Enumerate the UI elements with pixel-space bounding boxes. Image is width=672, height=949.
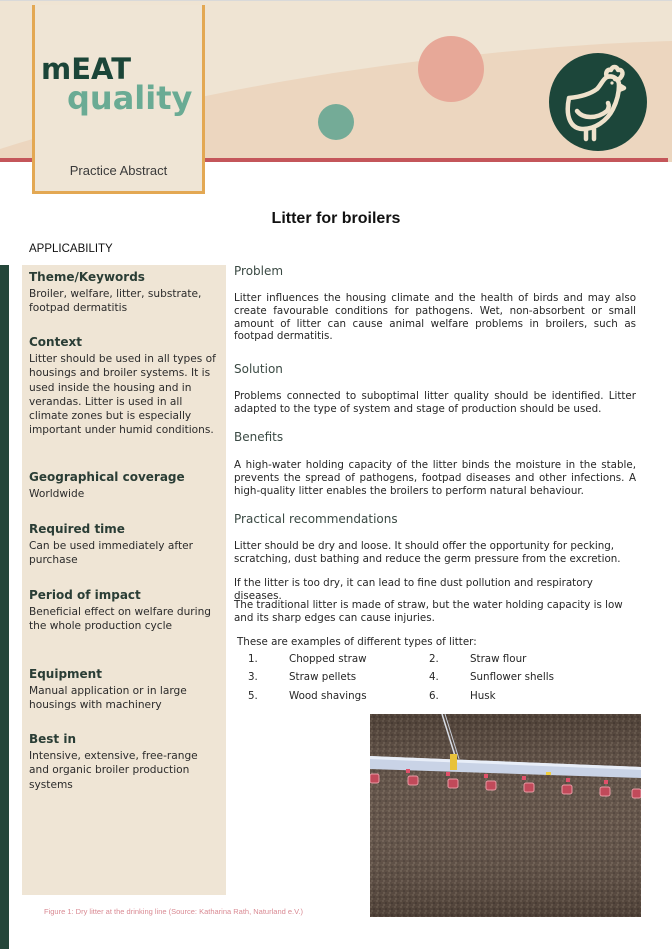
list-number: 3. xyxy=(248,671,258,683)
list-number: 5. xyxy=(248,690,258,702)
list-number: 2. xyxy=(429,653,439,665)
recommendation-paragraph: Litter should be dry and loose. It should offer the opportunity for pecking, scratching, dust bathing and reduce the germ pressure from the excretion. xyxy=(234,540,621,565)
chicken-icon xyxy=(549,53,647,151)
litter-photo-illustration xyxy=(370,714,641,917)
logo-box xyxy=(32,5,205,194)
list-label: Sunflower shells xyxy=(470,671,554,683)
page-title: Litter for broilers xyxy=(271,210,401,227)
list-label: Straw flour xyxy=(470,653,527,665)
applicability-label: APPLICABILITY xyxy=(29,243,113,255)
left-accent-bar xyxy=(0,265,9,949)
list-number: 6. xyxy=(429,690,439,702)
list-label: Chopped straw xyxy=(289,653,367,665)
sidebar-section-equipment xyxy=(29,666,219,713)
sidebar-section-required-time xyxy=(29,521,219,568)
problem-text: Litter influences the housing climate and the health of birds and may also create favourable conditions for pathogens. Wet, non-absorbent or small amount of litter can cause animal welfare problems in broilers, such as footpad dermatitis. xyxy=(234,292,636,343)
sidebar-text: Litter should be used in all types of housings and broiler systems. It is used inside the housing and in verandas. Litter is used in all climate zones but is especially important under humid conditions. xyxy=(29,353,216,437)
sidebar-text: Beneficial effect on welfare during the whole production cycle xyxy=(29,606,212,633)
sidebar-section-context xyxy=(29,334,219,438)
sidebar-heading: Context xyxy=(29,335,82,349)
sidebar-heading: Theme/Keywords xyxy=(29,270,145,284)
sidebar-heading: Required time xyxy=(29,522,125,536)
practice-abstract-label: Practice Abstract xyxy=(69,163,168,178)
problem-heading: Problem xyxy=(234,264,284,278)
solution-heading: Solution xyxy=(234,362,283,376)
list-label: Husk xyxy=(470,690,496,702)
sidebar-section-period-of-impact xyxy=(29,587,219,634)
sidebar-section-best-in xyxy=(29,731,219,792)
logo-text-meat: mEAT xyxy=(41,52,132,86)
sidebar-section-geography xyxy=(29,469,219,501)
sidebar-heading: Geographical coverage xyxy=(29,470,185,484)
sidebar-text: Worldwide xyxy=(29,488,85,500)
sidebar-heading: Period of impact xyxy=(29,588,141,602)
solution-text: Problems connected to suboptimal litter quality should be identified. Litter adapted to the type of system and stage of production should be used. xyxy=(234,390,636,415)
sidebar-text: Can be used immediately after purchase xyxy=(29,540,193,567)
logo-text-quality: quality xyxy=(67,79,193,117)
benefits-heading: Benefits xyxy=(234,430,284,444)
litter-photo xyxy=(370,714,641,917)
chicken-badge xyxy=(549,53,647,151)
list-label: Wood shavings xyxy=(289,690,367,702)
sidebar-text: Intensive, extensive, free-range and organic broiler production systems xyxy=(29,750,198,791)
recommendation-paragraph: If the litter is too dry, it can lead to fine dust pollution and respiratory diseases. xyxy=(234,577,593,602)
decorative-green-dot xyxy=(318,104,354,140)
recommendation-paragraph: The traditional litter is made of straw, but the water holding capacity is low and its sharp edges can cause injuries. xyxy=(234,599,623,624)
list-number: 1. xyxy=(248,653,258,665)
list-label: Straw pellets xyxy=(289,671,357,683)
sidebar-heading: Best in xyxy=(29,732,76,746)
sidebar-text: Manual application or in large housings with machinery xyxy=(29,685,187,712)
recommendations-heading: Practical recommendations xyxy=(234,512,398,526)
benefits-text: A high-water holding capacity of the litter binds the moisture in the stable, prevents the spread of pathogens, footpad diseases and other infections. A high-quality litter enables the broilers to perform natural behaviour. xyxy=(234,459,636,497)
sidebar-text: Broiler, welfare, litter, substrate, footpad dermatitis xyxy=(29,288,202,315)
sidebar-heading: Equipment xyxy=(29,667,102,681)
sidebar-section-keywords xyxy=(29,269,219,316)
litter-types-intro: These are examples of different types of litter: xyxy=(237,636,477,648)
list-number: 4. xyxy=(429,671,439,683)
figure-caption: Figure 1: Dry litter at the drinking line (Source: Katharina Rath, Naturland e.V.) xyxy=(44,907,304,916)
decorative-salmon-dot xyxy=(418,36,484,102)
applicability-panel xyxy=(22,265,226,895)
